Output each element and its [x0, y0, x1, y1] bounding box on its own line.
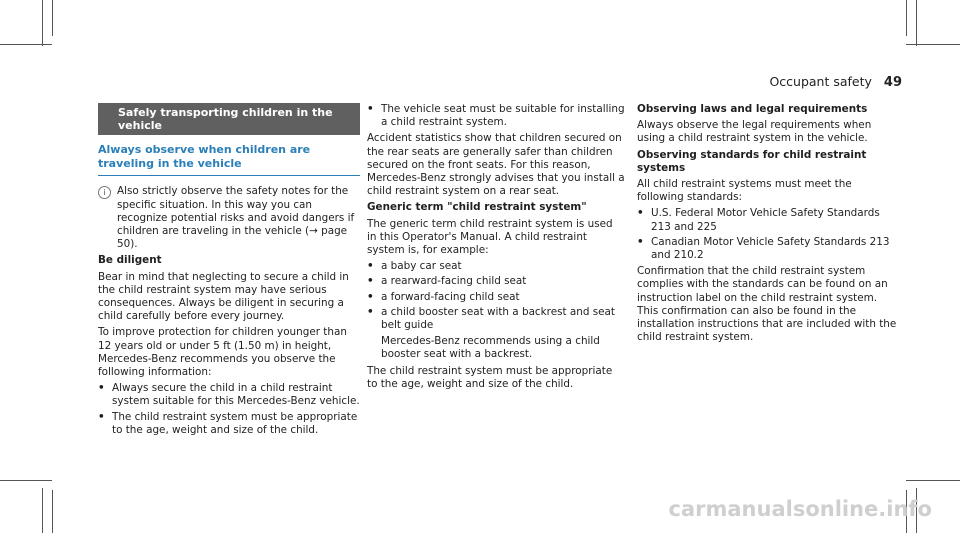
crop-mark	[42, 0, 43, 46]
bullet: •	[367, 103, 374, 115]
generic-term-title: Generic term "child restraint system"	[367, 201, 587, 214]
recommendation-list	[98, 382, 360, 437]
column-3	[637, 103, 897, 347]
column-2	[367, 103, 625, 394]
note-text: Also strictly observe the safety notes for the specific situation. In this way you can recognize potential risks and avoid dangers if children are traveling in the vehicle (→ page 50).	[117, 185, 355, 251]
list-item: • Canadian Motor Vehicle Safety Standards 213 and 210.2	[637, 235, 890, 262]
bullet: •	[367, 275, 374, 288]
accident-text: Accident statistics show that children secured on the rear seats are generally safer than children secured on the front seats. For this reason, Mercedes-Benz strongly advises that you install a child restraint system on a rear seat.	[367, 132, 625, 198]
list-item: • U.S. Federal Motor Vehicle Safety Standards 213 and 225	[637, 207, 880, 233]
bullet: •	[98, 410, 105, 423]
crop-mark	[906, 480, 960, 481]
crop-mark	[906, 0, 907, 36]
list-item: • The vehicle seat must be suitable for installing a child restraint system.	[367, 103, 625, 129]
bullet: •	[637, 235, 644, 248]
crop-mark	[0, 480, 52, 481]
crop-mark	[916, 0, 917, 46]
info-icon: i	[98, 186, 111, 199]
crop-mark	[906, 44, 960, 45]
standards-list	[637, 207, 897, 262]
crop-mark	[42, 488, 43, 533]
appropriate-text: The child restraint system must be appropriate to the age, weight and size of the child.	[367, 364, 613, 390]
page-header	[769, 74, 902, 90]
safety-note	[98, 185, 360, 251]
watermark: carmanualsonline.info	[668, 497, 932, 521]
bullet: •	[367, 305, 374, 318]
bullet: •	[367, 260, 374, 273]
generic-term-text: The generic term child restraint system is used in this Operator's Manual. A child restraint system is, for example:	[367, 217, 613, 257]
be-diligent-text: Bear in mind that neglecting to secure a child in the child restraint system may have serious consequences. Always be diligent in securing a child carefully before every journey.	[98, 270, 349, 323]
booster-note: Mercedes-Benz recommends using a child booster seat with a backrest.	[381, 335, 600, 361]
divider	[98, 175, 360, 176]
laws-text: Always observe the legal requirements when using a child restraint system in the vehicle.	[637, 119, 872, 145]
list-item: • a baby car seat	[367, 260, 462, 273]
list-item: • a rearward-facing child seat	[367, 275, 527, 288]
improve-text: To improve protection for children younger than 12 years old or under 5 ft (1.50 m) in height, Mercedes-Benz recommends you observe the following information:	[98, 326, 347, 379]
example-list	[367, 260, 625, 332]
be-diligent-title: Be diligent	[98, 254, 162, 267]
crop-mark	[52, 0, 53, 36]
bullet: •	[367, 290, 374, 303]
list-item: • a child booster seat with a backrest and seat belt guide	[367, 305, 615, 332]
bullet: •	[98, 382, 105, 395]
list-item: • The child restraint system must be appropriate to the age, weight and size of the child.	[98, 410, 358, 436]
standards-text: All child restraint systems must meet the following standards:	[637, 178, 852, 204]
list-item: • Always secure the child in a child restraint system suitable for this Mercedes-Benz vehicle.	[98, 382, 360, 408]
bullet: •	[637, 207, 644, 220]
list-item: • a forward-facing child seat	[367, 290, 520, 303]
column-1	[98, 103, 360, 440]
section-banner: Safely transporting children in the vehicle	[98, 103, 360, 135]
crop-mark	[0, 44, 52, 45]
page-number: 49	[883, 75, 902, 90]
section-title: Occupant safety	[769, 74, 872, 89]
laws-title: Observing laws and legal requirements	[637, 103, 868, 115]
standards-title: Observing standards for child restraint systems	[637, 148, 867, 174]
confirmation-text: Confirmation that the child restraint system complies with the standards can be found on an instruction label on the child restraint system. This confirmation can also be found in the installation instructions that are included with the child restraint system.	[637, 265, 897, 344]
seat-requirement-list	[367, 103, 625, 129]
crop-mark	[52, 490, 53, 533]
subheading: Always observe when children are traveling in the vehicle	[98, 143, 311, 170]
